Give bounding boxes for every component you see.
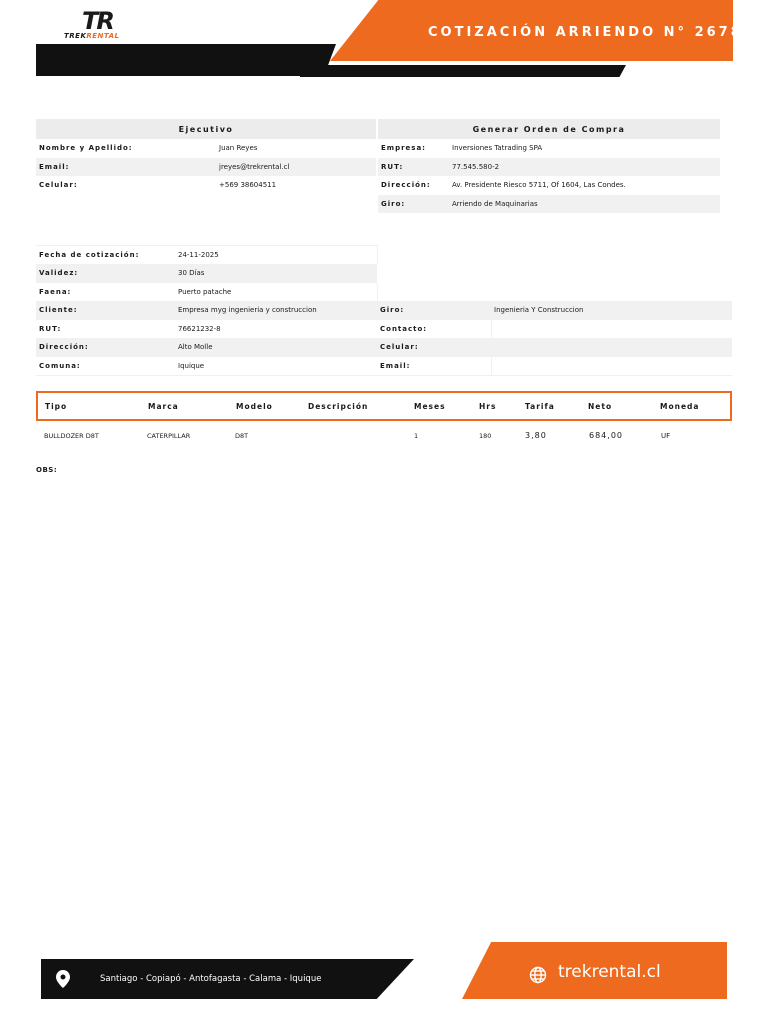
- col-descripcion: Descripción: [308, 402, 369, 411]
- item-tipo: BULLDOZER D8T: [44, 432, 99, 440]
- header-black-band: [36, 44, 336, 76]
- footer-website-link[interactable]: trekrental.cl: [558, 962, 661, 982]
- orden-empresa-value: Inversiones Tatrading SPA: [449, 139, 720, 158]
- item-moneda: UF: [661, 432, 671, 440]
- logo-wordmark-left: TREK: [64, 32, 87, 40]
- logo-wordmark: [64, 32, 120, 40]
- item-meses: 1: [414, 432, 419, 440]
- col-tipo: Tipo: [45, 402, 68, 411]
- col-neto: Neto: [588, 402, 613, 411]
- globe-icon: [529, 966, 547, 984]
- orden-heading: Generar Orden de Compra: [378, 119, 720, 139]
- ejecutivo-table: [36, 119, 376, 195]
- giro-value: Ingenieria Y Construccion: [491, 301, 732, 320]
- orden-direccion-label: Dirección:: [378, 176, 449, 195]
- orden-direccion-value: Av. Presidente Riesco 5711, Of 1604, Las Condes.: [449, 176, 720, 195]
- contacto-label: Contacto:: [377, 320, 491, 339]
- email-label: Email:: [377, 357, 491, 376]
- fecha-value: 24-11-2025: [175, 246, 377, 265]
- ejecutivo-heading: Ejecutivo: [36, 119, 376, 139]
- exec-phone-value: +569 38604511: [216, 176, 376, 195]
- rut-value: 76621232-8: [175, 320, 377, 339]
- item-hrs: 180: [479, 432, 492, 440]
- exec-phone-label: Celular:: [36, 176, 216, 195]
- table-row: [36, 301, 732, 320]
- cotizacion-table: [36, 245, 732, 376]
- table-row: [378, 139, 720, 158]
- table-row: [36, 264, 732, 283]
- col-hrs: Hrs: [479, 402, 497, 411]
- faena-value: Puerto patache: [175, 283, 377, 302]
- cliente-label: Cliente:: [36, 301, 175, 320]
- celular-label: Celular:: [377, 338, 491, 357]
- item-neto: 684,00: [589, 431, 623, 440]
- document-title: COTIZACIÓN ARRIENDO N° 26784: [428, 25, 755, 40]
- header-black-strip: [300, 65, 626, 77]
- validez-label: Validez:: [36, 264, 175, 283]
- orden-empresa-label: Empresa:: [378, 139, 449, 158]
- comuna-label: Comuna:: [36, 357, 175, 376]
- exec-name-value: Juan Reyes: [216, 139, 376, 158]
- direccion-value: Alto Molle: [175, 338, 377, 357]
- footer-cities: Santiago - Copiapó - Antofagasta - Calama - Iquique: [100, 974, 322, 984]
- faena-label: Faena:: [39, 287, 72, 296]
- table-row: [36, 139, 376, 158]
- contacto-value: [491, 320, 732, 339]
- item-tarifa: 3,80: [525, 431, 547, 440]
- orden-giro-value: Arriendo de Maquinarias: [449, 195, 720, 214]
- giro-label: Giro:: [377, 301, 491, 320]
- table-row: [36, 158, 376, 177]
- table-row: [378, 195, 720, 214]
- table-row: [378, 176, 720, 195]
- col-moneda: Moneda: [660, 402, 700, 411]
- table-row: [36, 283, 732, 302]
- email-value: [491, 357, 732, 376]
- comuna-value: Iquique: [175, 357, 377, 376]
- celular-value: [491, 338, 732, 357]
- orden-compra-table: [378, 119, 720, 213]
- table-row: [36, 176, 376, 195]
- exec-email-label: Email:: [36, 158, 216, 177]
- exec-email-value: jreyes@trekrental.cl: [216, 158, 376, 177]
- table-row: [378, 158, 720, 177]
- logo-wordmark-right: RENTAL: [86, 32, 120, 40]
- validez-value: 30 Días: [175, 264, 377, 283]
- col-modelo: Modelo: [236, 402, 273, 411]
- item-modelo: D8T: [235, 432, 249, 440]
- direccion-label: Dirección:: [36, 338, 175, 357]
- col-tarifa: Tarifa: [525, 402, 555, 411]
- table-row: [36, 357, 732, 376]
- cliente-value: Empresa myg ingenieria y construccion: [175, 301, 377, 320]
- items-table-header: [36, 391, 732, 421]
- orden-rut-value: 77.545.580-2: [449, 158, 720, 177]
- orden-rut-label: RUT:: [378, 158, 449, 177]
- table-row: [36, 246, 732, 265]
- col-marca: Marca: [148, 402, 179, 411]
- fecha-label: Fecha de cotización:: [36, 246, 175, 265]
- obs-label: OBS:: [36, 466, 58, 474]
- col-meses: Meses: [414, 402, 446, 411]
- rut-label: RUT:: [36, 320, 175, 339]
- item-marca: CATERPILLAR: [147, 432, 191, 440]
- trekrental-logo: [64, 7, 174, 42]
- logo-mark: [82, 7, 113, 35]
- table-row: [36, 320, 732, 339]
- exec-name-label: Nombre y Apellido:: [36, 139, 216, 158]
- orden-giro-label: Giro:: [378, 195, 449, 214]
- logo-mark-text: TR: [82, 7, 113, 35]
- location-pin-icon: [56, 970, 70, 988]
- table-row: [36, 338, 732, 357]
